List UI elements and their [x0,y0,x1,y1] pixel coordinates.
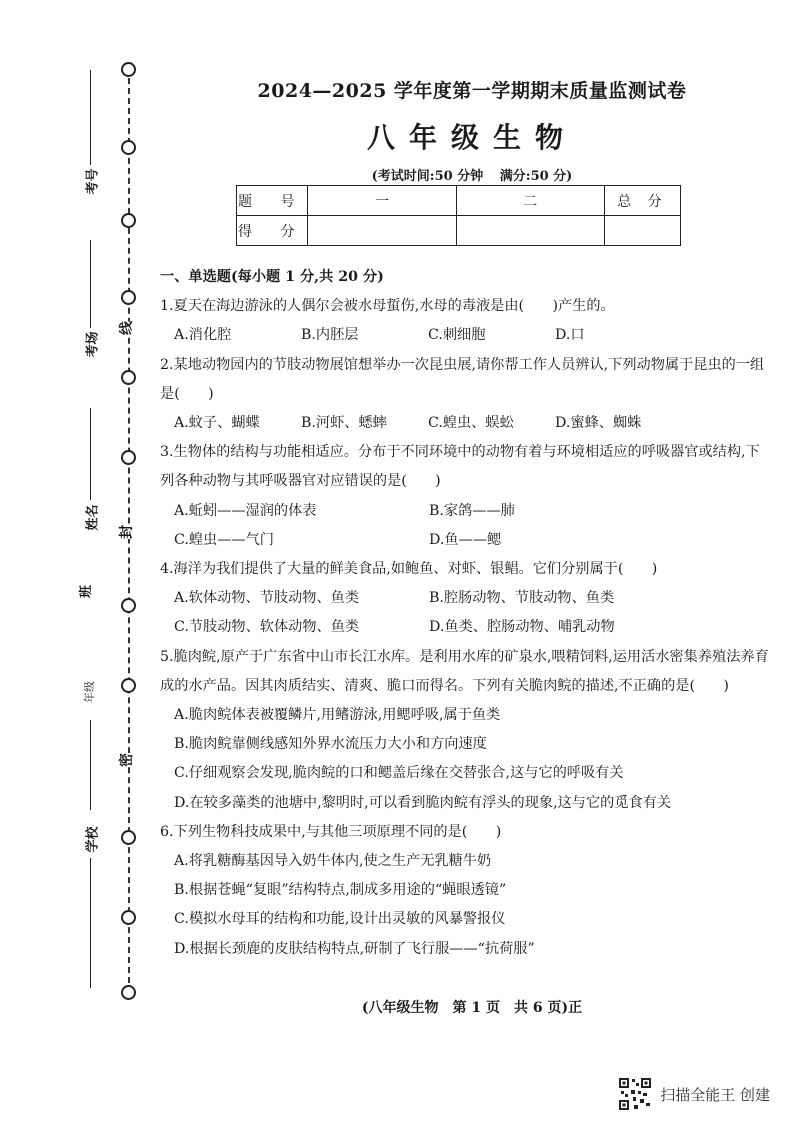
question-options [160,613,770,642]
option-c: C.模拟水母耳的结构和功能,设计出灵敏的风暴警报仪 [174,911,506,928]
option-c: C.节肢动物、软体动物、鱼类 [174,619,360,636]
binding-hole [121,598,136,613]
option-d: D.根据长颈鹿的皮肤结构特点,研制了飞行服——“抗荷服” [174,940,535,957]
field-school-label: 学校 [85,826,101,853]
seal-char-secret: 密 [114,753,138,767]
exam-subject: 八年级生物 [366,121,577,154]
exam-time: (考试时间:50 分钟 [371,169,484,184]
watermark-text: 扫描全能王 创建 [660,1085,770,1104]
question-options [160,497,770,526]
option-a: A.将乳糖酶基因导入奶牛体内,使之生产无乳糖牛奶 [174,853,492,870]
option-d: D.鱼类、腔肠动物、哺乳动物 [429,619,615,636]
field-exam-number-label: 考号 [85,168,101,195]
score-table-score-row [237,216,681,246]
question-stem: 4.海洋为我们提供了大量的鲜美食品,如鲍鱼、对虾、银鲳。它们分别属于( ) [160,561,658,578]
seal-char-line: 线 [114,321,138,335]
option-d: D.蜜蜂、蜘蛛 [555,415,642,432]
binding-hole [121,370,136,385]
score-cell-part2-value[interactable] [456,216,604,246]
option-d: D.在较多藻类的池塘中,黎明时,可以看到脆肉鲩有浮头的现象,这与它的觅食有关 [174,794,672,811]
option-c: C.蝗虫——气门 [174,531,274,548]
option-a: A.蚊子、蝴蝶 [174,415,260,432]
field-name-label: 姓名 [85,504,101,531]
score-cell-label: 题 号 [237,186,308,216]
qr-code-icon [618,1077,652,1111]
field-exam-number-blank[interactable] [90,70,91,165]
option-b: B.河虾、蟋蟀 [301,415,387,432]
score-table-header-row [237,186,681,216]
question-options [160,409,770,438]
binding-hole [121,678,136,693]
option-a: A.蚯蚓——湿润的体表 [174,502,317,519]
binding-hole [121,830,136,845]
option-a: A.消化腔 [174,327,232,344]
option-b: B.家鸽——肺 [429,502,515,519]
score-cell-part2: 二 [456,186,604,216]
option-d: D.鱼——鳃 [429,531,502,548]
binding-hole [121,62,136,77]
field-exam-room-blank[interactable] [90,240,91,328]
binding-hole [121,910,136,925]
option-c: C.仔细观察会发现,脆肉鲩的口和鳃盖后缘在交替张合,这与它的呼吸有关 [174,765,624,782]
question-options [160,321,770,350]
field-grade-blank[interactable] [90,720,91,810]
option-c: C.刺细胞 [428,327,486,344]
field-school-blank[interactable] [90,858,91,988]
question-stem: 5.脆肉鲩,原产于广东省中山市长江水库。是利用水库的矿泉水,喂精饲料,运用活水密集养殖法养育成的水产品。因其肉质结实、清爽、脆口而得名。下列有关脆肉鲩的描述,不正确的是( ) [160,648,769,694]
score-cell-total: 总 分 [604,186,680,216]
option-b: B.腔肠动物、节肢动物、鱼类 [429,590,615,607]
binding-hole [121,140,136,155]
score-cell-label: 得 分 [237,216,308,246]
score-table [236,185,681,246]
section-heading: 一、单选题(每小题 1 分,共 20 分) [160,269,384,285]
exam-info [150,165,794,184]
scanner-watermark [618,1077,770,1111]
question-options [160,526,770,555]
field-exam-room-label: 考场 [85,331,101,358]
option-d: D.口 [555,327,585,344]
option-b: B.内胚层 [301,327,359,344]
question-options [160,584,770,613]
field-grade-label: 年级 [83,681,96,703]
score-cell-part1: 一 [308,186,456,216]
field-name-blank[interactable] [90,408,91,500]
option-a: A.软体动物、节肢动物、鱼类 [174,590,360,607]
binding-hole [121,450,136,465]
option-c: C.蝗虫、蜈蚣 [428,415,514,432]
option-a: A.脆肉鲩体表被覆鳞片,用鳍游泳,用鳃呼吸,属于鱼类 [174,707,501,724]
field-class-label: 班 [79,584,95,599]
option-b: B.脆肉鲩靠侧线感知外界水流压力大小和方向速度 [174,736,487,753]
score-cell-total-value[interactable] [604,216,680,246]
question-stem: 1.夏天在海边游泳的人偶尔会被水母蜇伤,水母的毒液是由( )产生的。 [160,298,615,315]
option-b: B.根据苍蝇“复眼”结构特点,制成多用途的“蝇眼透镜” [174,882,507,899]
exam-title: 2024—2025 学年度第一学期期末质量监测试卷 [257,80,687,102]
binding-hole [121,290,136,305]
exam-full-score: 满分:50 分) [499,169,573,184]
binding-hole [121,213,136,228]
page-footer: (八年级生物 第 1 页 共 6 页)正 [361,1000,583,1016]
question-stem: 2.某地动物园内的节肢动物展馆想举办一次昆虫展,请你帮工作人员辨认,下列动物属于昆虫的一组是( ) [160,356,765,402]
question-section [160,263,770,964]
binding-margin [0,0,150,1020]
question-stem: 3.生物体的结构与功能相适应。分布于不同环境中的动物有着与环境相适应的呼吸器官或结构,下列各种动物与其呼吸器官对应错误的是( ) [160,444,760,490]
binding-hole [121,985,136,1000]
question-stem: 6.下列生物科技成果中,与其他三项原理不同的是( ) [160,823,502,840]
score-cell-part1-value[interactable] [308,216,456,246]
seal-char-seal: 封 [114,525,138,539]
